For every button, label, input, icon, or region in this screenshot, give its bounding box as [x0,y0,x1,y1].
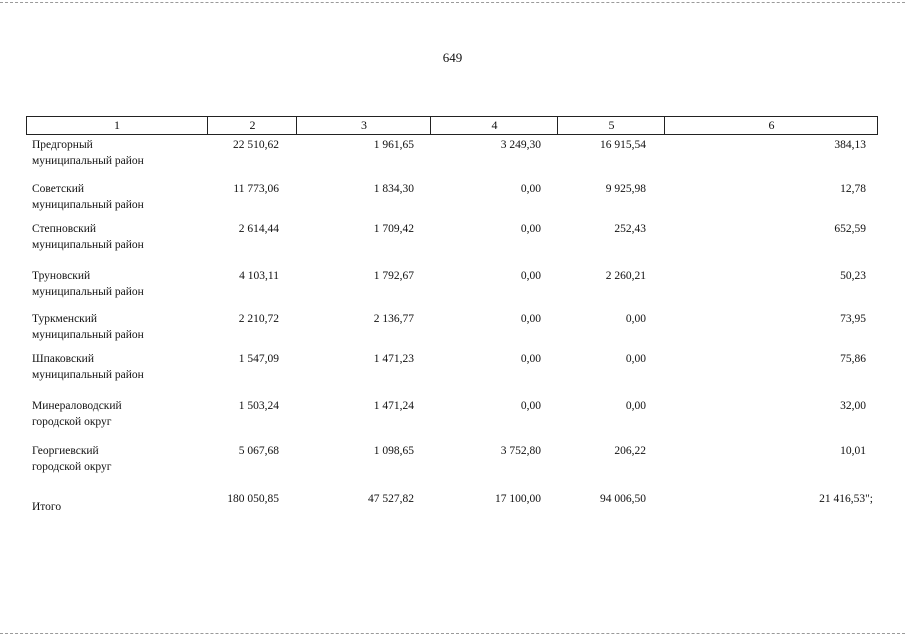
row-name [32,137,202,169]
row-name-line-2: муниципальный район [32,199,144,211]
row-name-line-2: муниципальный район [32,329,144,341]
cell-col-2: 5 067,68 [238,445,279,457]
cell-col-3: 1 709,42 [373,223,414,235]
header-col-6: 6 [664,117,878,134]
cell-col-3: 2 136,77 [373,313,414,325]
row-name [32,351,202,383]
row-name-line-1: Туркменский [32,313,98,325]
header-col-3: 3 [296,117,431,134]
cell-col-4: 0,00 [520,223,541,235]
cell-col-3: 1 792,67 [373,270,414,282]
row-name-line-1: Шпаковский [32,353,94,365]
row-name [32,268,202,300]
row-name [32,221,202,253]
row-name [32,311,202,343]
total-col-3: 47 527,82 [368,493,414,505]
header-col-2: 2 [207,117,297,134]
cell-col-2: 2 614,44 [238,223,279,235]
total-col-4: 17 100,00 [495,493,541,505]
cell-col-6: 50,23 [840,270,866,282]
cell-col-6: 32,00 [840,400,866,412]
row-name-line-2: муниципальный район [32,155,144,167]
cell-col-2: 2 210,72 [238,313,279,325]
total-col-5: 94 006,50 [600,493,646,505]
cell-col-5: 2 260,21 [605,270,646,282]
total-col-2: 180 050,85 [227,493,279,505]
cell-col-6: 73,95 [840,313,866,325]
table-row [26,351,878,391]
cell-col-5: 0,00 [625,400,646,412]
row-name-line-2: муниципальный район [32,239,144,251]
cell-col-4: 0,00 [520,400,541,412]
cell-col-3: 1 471,23 [373,353,414,365]
cell-col-4: 3 249,30 [500,139,541,151]
header-col-4: 4 [430,117,558,134]
cell-col-4: 0,00 [520,353,541,365]
table-row [26,181,878,221]
cell-col-6: 12,78 [840,183,866,195]
cell-col-3: 1 834,30 [373,183,414,195]
cell-col-3: 1 961,65 [373,139,414,151]
scan-edge-bottom [0,633,905,634]
row-name-line-1: Георгиевский [32,445,99,457]
row-name [32,443,202,475]
cell-col-5: 0,00 [625,353,646,365]
row-name [32,398,202,430]
cell-col-4: 0,00 [520,183,541,195]
table-header [26,116,878,135]
row-name-line-1: Труновский [32,270,91,282]
row-name-line-1: Советский [32,183,85,195]
scan-edge-top [0,2,905,3]
cell-col-2: 1 503,24 [238,400,279,412]
cell-col-5: 252,43 [614,223,646,235]
row-name-line-2: городской округ [32,461,112,473]
total-col-6: 21 416,53"; [819,493,873,505]
table-row [26,311,878,351]
total-label: Итого [32,501,62,513]
cell-col-3: 1 098,65 [373,445,414,457]
table-total-row [26,491,878,531]
table-row [26,137,878,177]
row-name-line-2: городской округ [32,416,112,428]
row-name [32,181,202,213]
table-row [26,443,878,483]
cell-col-2: 1 547,09 [238,353,279,365]
row-name-line-1: Минераловодский [32,400,122,412]
cell-col-4: 0,00 [520,313,541,325]
cell-col-2: 22 510,62 [233,139,279,151]
cell-col-3: 1 471,24 [373,400,414,412]
table-row [26,398,878,438]
row-name-line-2: муниципальный район [32,286,144,298]
cell-col-5: 9 925,98 [605,183,646,195]
cell-col-4: 0,00 [520,270,541,282]
header-col-1: 1 [114,118,120,132]
table-row [26,268,878,308]
page-number: 649 [442,50,463,65]
cell-col-2: 4 103,11 [239,270,279,282]
cell-col-5: 16 915,54 [600,139,646,151]
cell-col-6: 10,01 [840,445,866,457]
row-name-line-2: муниципальный район [32,369,144,381]
cell-col-2: 11 773,06 [233,183,279,195]
cell-col-5: 0,00 [625,313,646,325]
row-name-line-1: Степновский [32,223,97,235]
cell-col-6: 652,59 [834,223,866,235]
cell-col-5: 206,22 [614,445,646,457]
cell-col-6: 75,86 [840,353,866,365]
cell-col-6: 384,13 [834,139,866,151]
header-col-5: 5 [557,117,665,134]
cell-col-4: 3 752,80 [500,445,541,457]
row-name-line-1: Предгорный [32,139,93,151]
table-row [26,221,878,261]
